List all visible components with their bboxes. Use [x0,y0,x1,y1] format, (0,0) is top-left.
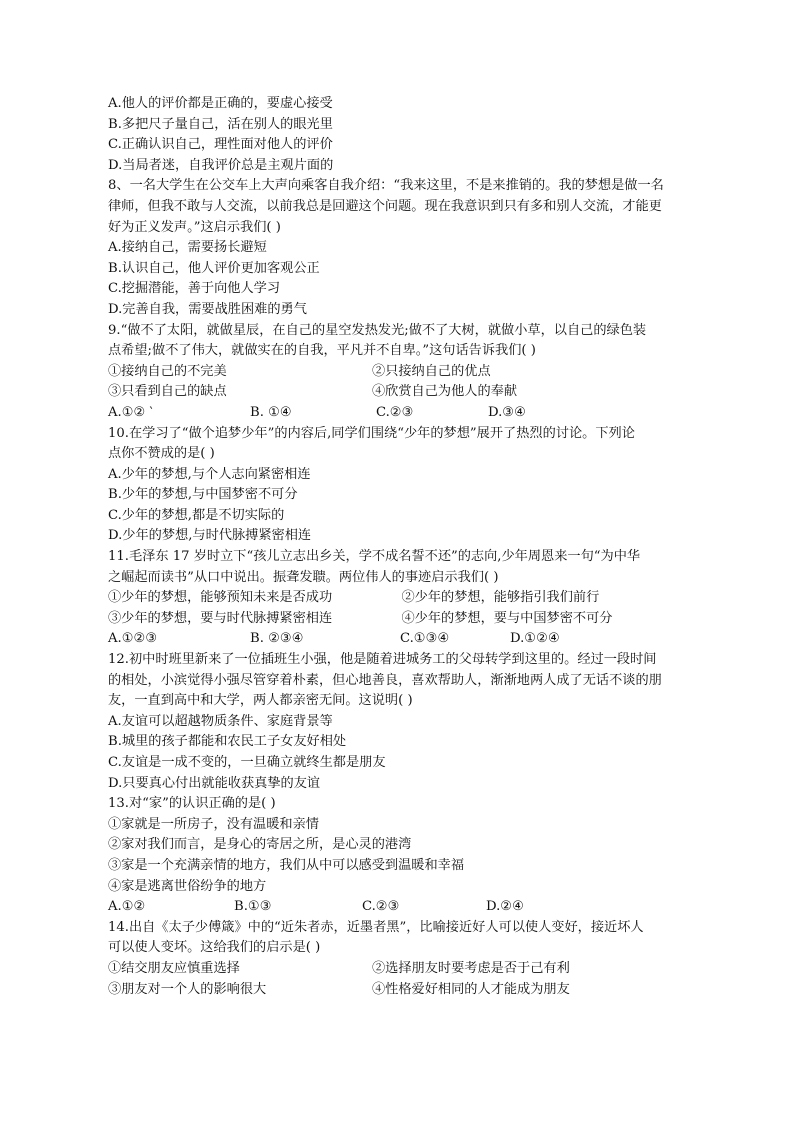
choice-row [108,897,690,918]
statement-2: ②只接纳自己的优点 [372,363,491,379]
question-12 [108,650,690,794]
statement-1: ①少年的梦想，能够预知未来是否成功 [108,590,333,606]
option-a: A.友谊可以超越物质条件、家庭背景等 [108,713,333,729]
statement-4: ④家是逃离世俗纷争的地方 [108,878,267,894]
choice-b: B. ②③④ [250,631,304,647]
exam-page [108,94,690,1000]
statement-row [108,959,690,980]
question-13 [108,794,690,918]
statement-2: ②选择朋友时要考虑是否于己有利 [372,960,570,976]
choice-b: B.①③ [234,899,272,915]
question-stem-line: 点希望;做不了伟大，就做实在的自我，平凡并不自卑。”这句话告诉我们( ) [108,343,536,359]
option-a: A.接纳自己，需要扬长避短 [108,240,267,256]
option-d: D.只要真心付出就能收获真挚的友谊 [108,775,321,791]
statement-3: ③朋友对一个人的影响很大 [108,981,267,997]
statement-4: ④少年的梦想，要与中国梦密不可分 [401,610,613,626]
option-c: C.友谊是一成不变的，一旦确立就终生都是朋友 [108,755,386,770]
option-a: A.少年的梦想,与个人志向紧密相连 [108,466,311,482]
choice-a: A.①② [108,899,146,915]
statement-row [108,588,690,609]
question-10 [108,424,690,548]
option-c: C.正确认识自己，理性面对他人的评价 [108,137,333,153]
statement-row [108,980,690,1001]
statement-row [108,382,690,403]
choice-d: D.①②④ [510,631,560,647]
question-stem-line: 可以使人变坏。这给我们的启示是( ) [108,940,321,956]
question-stem-line: 12.初中时班里新来了一位插班生小强，他是随着进城务工的父母转学到这里的。经过一段时间 [108,652,657,668]
option-b: B.少年的梦想,与中国梦密不可分 [108,487,298,503]
question-stem-line: 的相处，小滨觉得小强尽管穿着朴素，但心地善良，喜欢帮助人，渐渐地两人成了无话不谈的朋 [108,672,662,688]
statement-3: ③少年的梦想，要与时代脉搏紧密相连 [108,610,333,626]
question-stem-line: 14.出自《太子少傅箴》中的“近朱者赤，近墨者黑”，比喻接近好人可以使人变好，接近坏人 [108,919,644,935]
statement-1: ①接纳自己的不完美 [108,363,227,379]
statement-1: ①结交朋友应慎重选择 [108,960,240,976]
choice-b: B. ①④ [250,404,292,420]
option-d: D.完善自我，需要战胜困难的勇气 [108,301,307,317]
question-stem-line: 律师，但我不敢与人交流，以前我总是回避这个问题。现在我意识到只有多和别人交流，才能更 [108,198,662,214]
question-stem-line: 点你不赞成的是( ) [108,446,215,462]
statement-4: ④性格爱好相同的人才能成为朋友 [372,981,570,997]
question-stem-line: 11.毛泽东 17 岁时立下“孩儿立志出乡关，学不成名誓不还”的志向,少年周恩来一句“为中华 [108,549,641,565]
option-b: B.城里的孩子都能和农民工子女友好相处 [108,734,347,750]
question-14 [108,918,690,1000]
previous-question-options [108,94,690,176]
option-c: C.少年的梦想,都是不切实际的 [108,507,285,523]
choice-d: D.③④ [488,404,526,420]
question-stem-line: 之崛起而读书”从口中说出。振聋发聩。两位伟人的事迹启示我们( ) [108,569,499,585]
option-d: D.少年的梦想,与时代脉搏紧密相连 [108,528,312,544]
question-9 [108,321,690,424]
option-a: A.他人的评价都是正确的，要虚心接受 [108,96,333,111]
statement-2: ②家对我们而言，是身心的寄居之所，是心灵的港湾 [108,837,412,853]
question-stem-line: 13.对“家”的认识正确的是( ) [108,796,276,812]
choice-a: A.①② ‵ [108,404,153,420]
choice-a: A.①②③ [108,631,158,647]
choice-c: C.②③ [376,404,414,420]
statement-3: ③家是一个充满亲情的地方，我们从中可以感受到温暖和幸福 [108,857,465,873]
choice-c: C.①③④ [400,631,450,647]
question-stem-line: 友，一直到高中和大学，两人都亲密无间。这说明( ) [108,693,413,709]
question-8 [108,176,690,320]
statement-4: ④欣赏自己为他人的奉献 [372,384,518,400]
statement-2: ②少年的梦想，能够指引我们前行 [401,590,600,606]
choice-row [108,403,690,424]
option-b: B.认识自己，他人评价更加客观公正 [108,260,320,276]
option-b: B.多把尺子量自己，活在别人的眼光里 [108,116,333,132]
question-11 [108,547,690,650]
question-stem-line: 9.“做不了太阳，就做星辰，在自己的星空发热发光;做不了大树，就做小草，以自己的绿色装 [108,322,647,338]
choice-d: D.②④ [486,899,524,915]
option-c: C.挖掘潜能，善于向他人学习 [108,281,281,297]
choice-c: C.②③ [362,899,400,915]
statement-1: ①家就是一所房子，没有温暖和亲情 [108,816,319,832]
statement-row [108,362,690,383]
question-stem-line: 10.在学习了“做个追梦少年”的内容后,同学们围绕“少年的梦想”展开了热烈的讨论。下列论 [108,425,635,441]
statement-3: ③只看到自己的缺点 [108,384,227,400]
option-d: D.当局者迷，自我评价总是主观片面的 [108,157,334,173]
question-stem-line: 8、一名大学生在公交车上大声向乘客自我介绍：“我来这里，不是来推销的。我的梦想是做一名 [108,178,664,194]
question-stem-line: 好为正义发声。”这启示我们( ) [108,219,281,235]
choice-row [108,629,690,650]
statement-row [108,609,690,630]
